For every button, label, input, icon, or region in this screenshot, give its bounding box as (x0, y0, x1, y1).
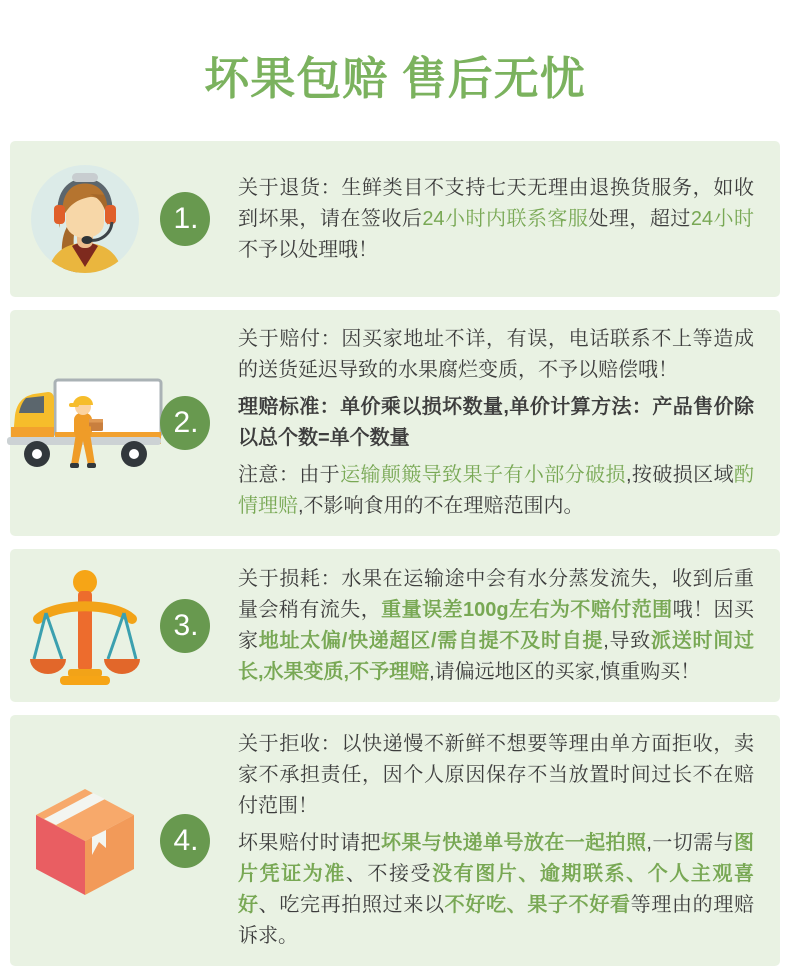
policy-paragraph: 关于赔付：因买家地址不详，有误，电话联系不上等造成的送货延迟导致的水果腐烂变质，不予以赔偿哦！ (238, 328, 754, 381)
policy-section-returns (10, 141, 780, 297)
section-number-cell (160, 192, 238, 246)
policy-paragraph: 关于损耗：水果在运输途中会有水分蒸发流失，收到后重量会稍有流失，重量误差100g左右为不赔付范围哦！因买家地址太偏/快递超区/需自提不及时自提,导致派送时间过长,水果变质,不予理赔,请偏远地区的买家,慎重购买！ (238, 567, 755, 683)
balance-scale-icon (10, 567, 160, 685)
section-2-number-badge: 2. (160, 396, 210, 450)
policy-section-rejection (10, 715, 780, 966)
section-number-cell (160, 814, 238, 868)
section-number-cell (160, 599, 238, 653)
policy-section-compensation (10, 310, 780, 536)
policy-paragraph: 关于拒收：以快递慢不新鲜不想要等理由单方面拒收，卖家不承担责任，因个人原因保存不当放置时间过长不在赔付范围！ (238, 733, 754, 817)
policy-paragraph: 关于退货：生鲜类目不支持七天无理由退换货服务，如收到坏果，请在签收后24小时内联系客服处理，超过24小时不予以处理哦！ (238, 176, 755, 261)
delivery-truck-icon (10, 375, 160, 472)
section-1-number-badge: 1. (160, 192, 210, 246)
policy-paragraph: 注意：由于运输颠簸导致果子有小部分破损,按破损区域酌情理赔,不影响食用的不在理赔范围内。 (238, 464, 755, 517)
section-4-number-badge: 4. (160, 814, 210, 868)
section-number-cell (160, 396, 238, 450)
section-3-number-badge: 3. (160, 599, 210, 653)
section-3-text (238, 550, 780, 702)
package-box-icon (10, 785, 160, 897)
section-4-text (238, 715, 780, 966)
page-title: 坏果包赔 售后无忧 (204, 53, 586, 104)
policy-section-weight-loss (10, 549, 780, 702)
policy-paragraph: 理赔标准：单价乘以损坏数量,单价计算方法：产品售价除以总个数=单个数量 (238, 396, 754, 449)
customer-service-icon (10, 164, 160, 274)
section-1-text (238, 159, 780, 280)
policy-paragraph: 坏果赔付时请把坏果与快递单号放在一起拍照,一切需与图片凭证为准、不接受没有图片、逾期联系、个人主观喜好、吃完再拍照过来以不好吃、果子不好看等理由的理赔诉求。 (238, 832, 755, 947)
section-2-text (238, 310, 780, 536)
